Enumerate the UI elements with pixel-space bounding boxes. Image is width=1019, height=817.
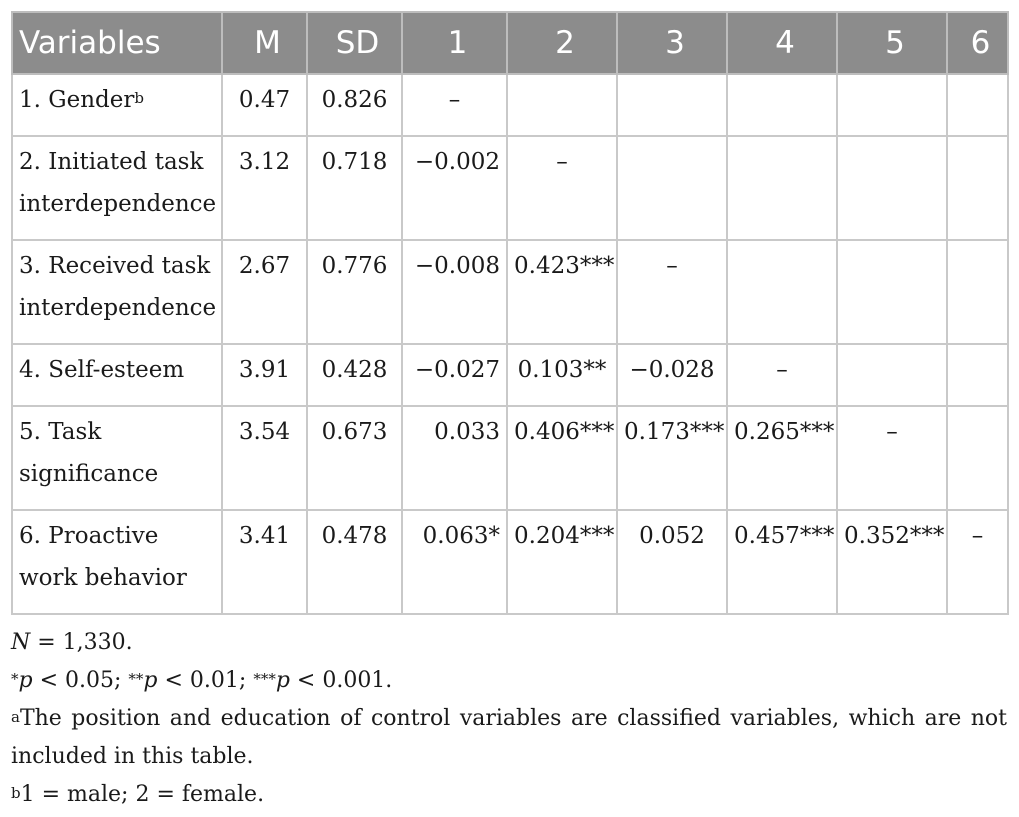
row-label: 3. Received task interdependence [12,240,222,344]
cell-c5 [837,344,947,406]
cell-c1: −0.008 [402,240,507,344]
row-label: 6. Proactive work behavior [12,510,222,614]
header-variables: Variables [12,12,222,74]
note-sample-size: N = 1,330. [11,630,133,655]
cell-c4: 0.457*** [727,510,837,614]
cell-c6 [947,406,1008,510]
row-label: 2. Initiated task interdependence [12,136,222,240]
correlation-table [11,11,1009,615]
cell-sd: 0.826 [307,74,402,136]
cell-c3: 0.173*** [617,406,727,510]
cell-c1: 0.033 [402,406,507,510]
note-significance: *p < 0.05; **p < 0.01; ***p < 0.001. [11,668,393,693]
table-row [12,406,1008,510]
header-col-5: 5 [837,12,947,74]
cell-c2: – [507,136,617,240]
cell-c2: 0.103** [507,344,617,406]
row-label: 4. Self-esteem [12,344,222,406]
cell-c1: −0.002 [402,136,507,240]
cell-m: 3.41 [222,510,307,614]
cell-c3 [617,136,727,240]
table-row [12,136,1008,240]
table-notes [11,624,1007,814]
cell-c6 [947,74,1008,136]
cell-c3: 0.052 [617,510,727,614]
cell-c5: 0.352*** [837,510,947,614]
table-row [12,344,1008,406]
cell-c6 [947,344,1008,406]
cell-c5: – [837,406,947,510]
cell-c2: 0.406*** [507,406,617,510]
header-sd: SD [307,12,402,74]
cell-c1: – [402,74,507,136]
note-a: $^a$The position and education of control variables are classified variables, which are not included in this table. [11,706,1007,769]
cell-c6 [947,136,1008,240]
cell-c4 [727,136,837,240]
cell-c2: 0.204*** [507,510,617,614]
header-col-6: 6 [947,12,1008,74]
row-label: 1. Gender$^b$ [12,74,222,136]
cell-c4 [727,74,837,136]
table-row [12,510,1008,614]
cell-c2 [507,74,617,136]
header-col-4: 4 [727,12,837,74]
header-col-3: 3 [617,12,727,74]
header-col-1: 1 [402,12,507,74]
cell-c4 [727,240,837,344]
cell-c2: 0.423*** [507,240,617,344]
cell-sd: 0.673 [307,406,402,510]
cell-c4: – [727,344,837,406]
cell-m: 3.12 [222,136,307,240]
cell-c5 [837,74,947,136]
cell-c3: −0.028 [617,344,727,406]
cell-m: 3.54 [222,406,307,510]
cell-c5 [837,136,947,240]
cell-sd: 0.776 [307,240,402,344]
cell-c5 [837,240,947,344]
cell-c4: 0.265*** [727,406,837,510]
cell-m: 3.91 [222,344,307,406]
cell-m: 0.47 [222,74,307,136]
table-header-row [12,12,1008,74]
correlation-table-wrapper [11,11,1009,615]
cell-c3 [617,74,727,136]
note-b: $^b$1 = male; 2 = female. [11,782,265,807]
footnote-marker: b [134,89,144,107]
table-row [12,74,1008,136]
row-label: 5. Task significance [12,406,222,510]
header-m: M [222,12,307,74]
cell-sd: 0.478 [307,510,402,614]
cell-c3: – [617,240,727,344]
cell-c1: −0.027 [402,344,507,406]
table-row [12,240,1008,344]
header-col-2: 2 [507,12,617,74]
cell-m: 2.67 [222,240,307,344]
cell-c1: 0.063* [402,510,507,614]
cell-c6: – [947,510,1008,614]
cell-c6 [947,240,1008,344]
cell-sd: 0.428 [307,344,402,406]
cell-sd: 0.718 [307,136,402,240]
